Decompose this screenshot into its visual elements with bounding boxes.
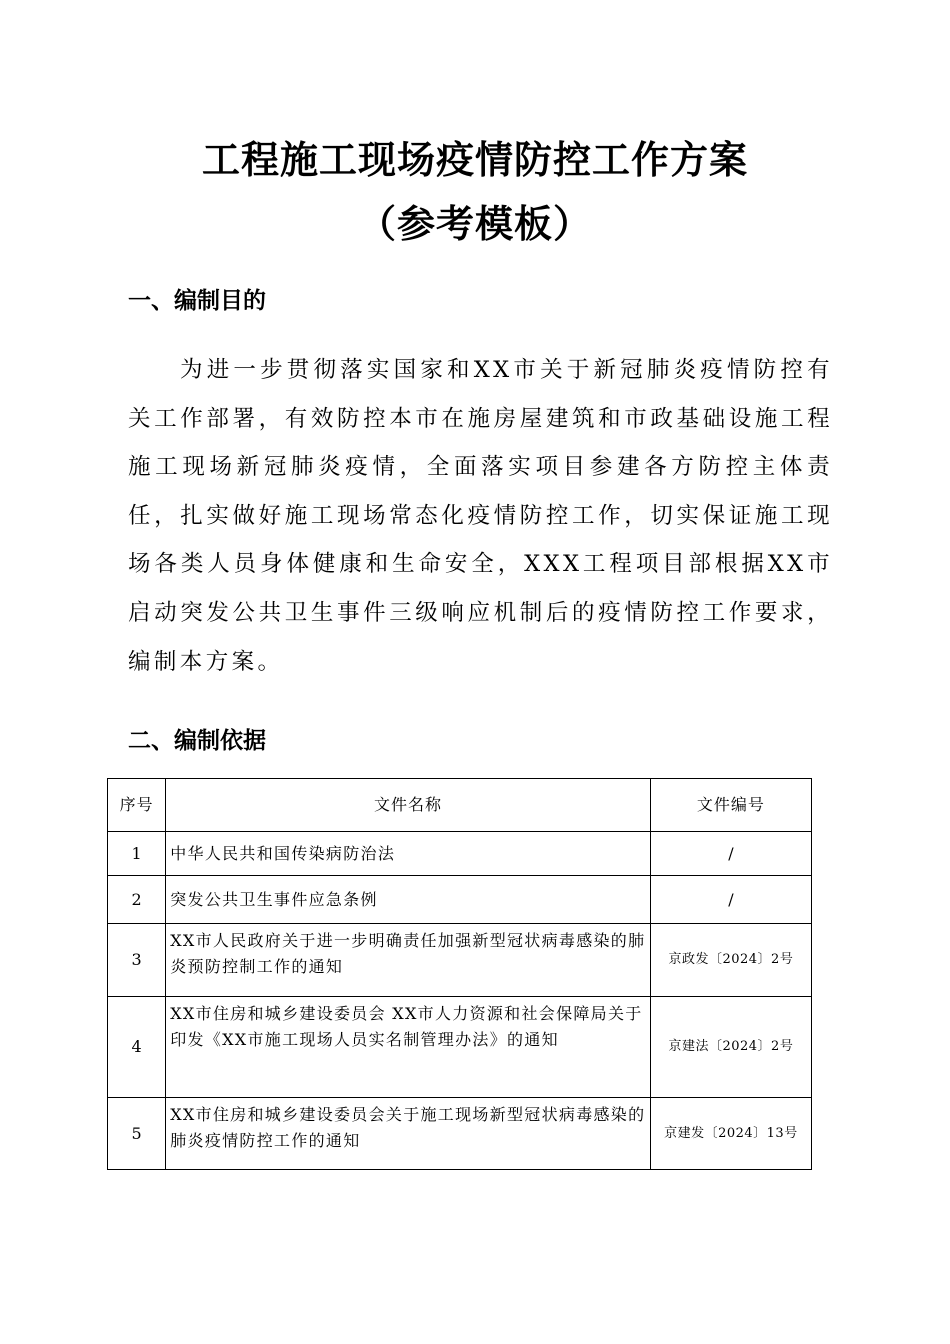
header-code: 文件编号 [650, 779, 811, 832]
table-row [108, 876, 812, 924]
row-name: 中华人民共和国传染病防治法 [166, 832, 651, 876]
header-seq: 序号 [108, 779, 166, 832]
row-name: XX市人民政府关于进一步明确责任加强新型冠状病毒感染的肺炎预防控制工作的通知 [166, 924, 651, 997]
row-seq: 4 [108, 997, 166, 1098]
row-code: / [650, 876, 811, 924]
table-row [108, 924, 812, 997]
document-title: 工程施工现场疫情防控工作方案 [201, 138, 748, 182]
table-row [108, 1098, 812, 1170]
header-name: 文件名称 [166, 779, 651, 832]
row-seq: 3 [108, 924, 166, 997]
row-seq: 2 [108, 876, 166, 924]
section-heading-purpose: 一、编制目的 [128, 288, 266, 314]
section-heading-basis: 二、编制依据 [128, 728, 266, 754]
table-header-row [108, 779, 812, 832]
row-code: 京建法〔2024〕2号 [650, 997, 811, 1098]
basis-table [107, 778, 812, 1170]
row-code: / [650, 832, 811, 876]
row-name: 突发公共卫生事件应急条例 [166, 876, 651, 924]
table-row [108, 997, 812, 1098]
row-name: XX市住房和城乡建设委员会 XX市人力资源和社会保障局关于印发《XX市施工现场人员实名制管理办法》的通知 [166, 997, 651, 1098]
row-code: 京政发〔2024〕2号 [650, 924, 811, 997]
document-subtitle: （参考模板） [357, 202, 592, 246]
row-name: XX市住房和城乡建设委员会关于施工现场新型冠状病毒感染的肺炎疫情防控工作的通知 [166, 1098, 651, 1170]
row-code: 京建发〔2024〕13号 [650, 1098, 811, 1170]
table-row [108, 832, 812, 876]
row-seq: 5 [108, 1098, 166, 1170]
row-seq: 1 [108, 832, 166, 876]
purpose-paragraph: 为进一步贯彻落实国家和XX市关于新冠肺炎疫情防控有关工作部署，有效防控本市在施房屋建筑和市政基础设施工程施工现场新冠肺炎疫情，全面落实项目参建各方防控主体责任，扎实做好施工现场常态化疫情防控工作，切实保证施工现场各类人员身体健康和生命安全，XXX工程项目部根据XX市启动突发公共卫生事件三级响应机制后的疫情防控工作要求，编制本方案。 [128, 357, 833, 675]
